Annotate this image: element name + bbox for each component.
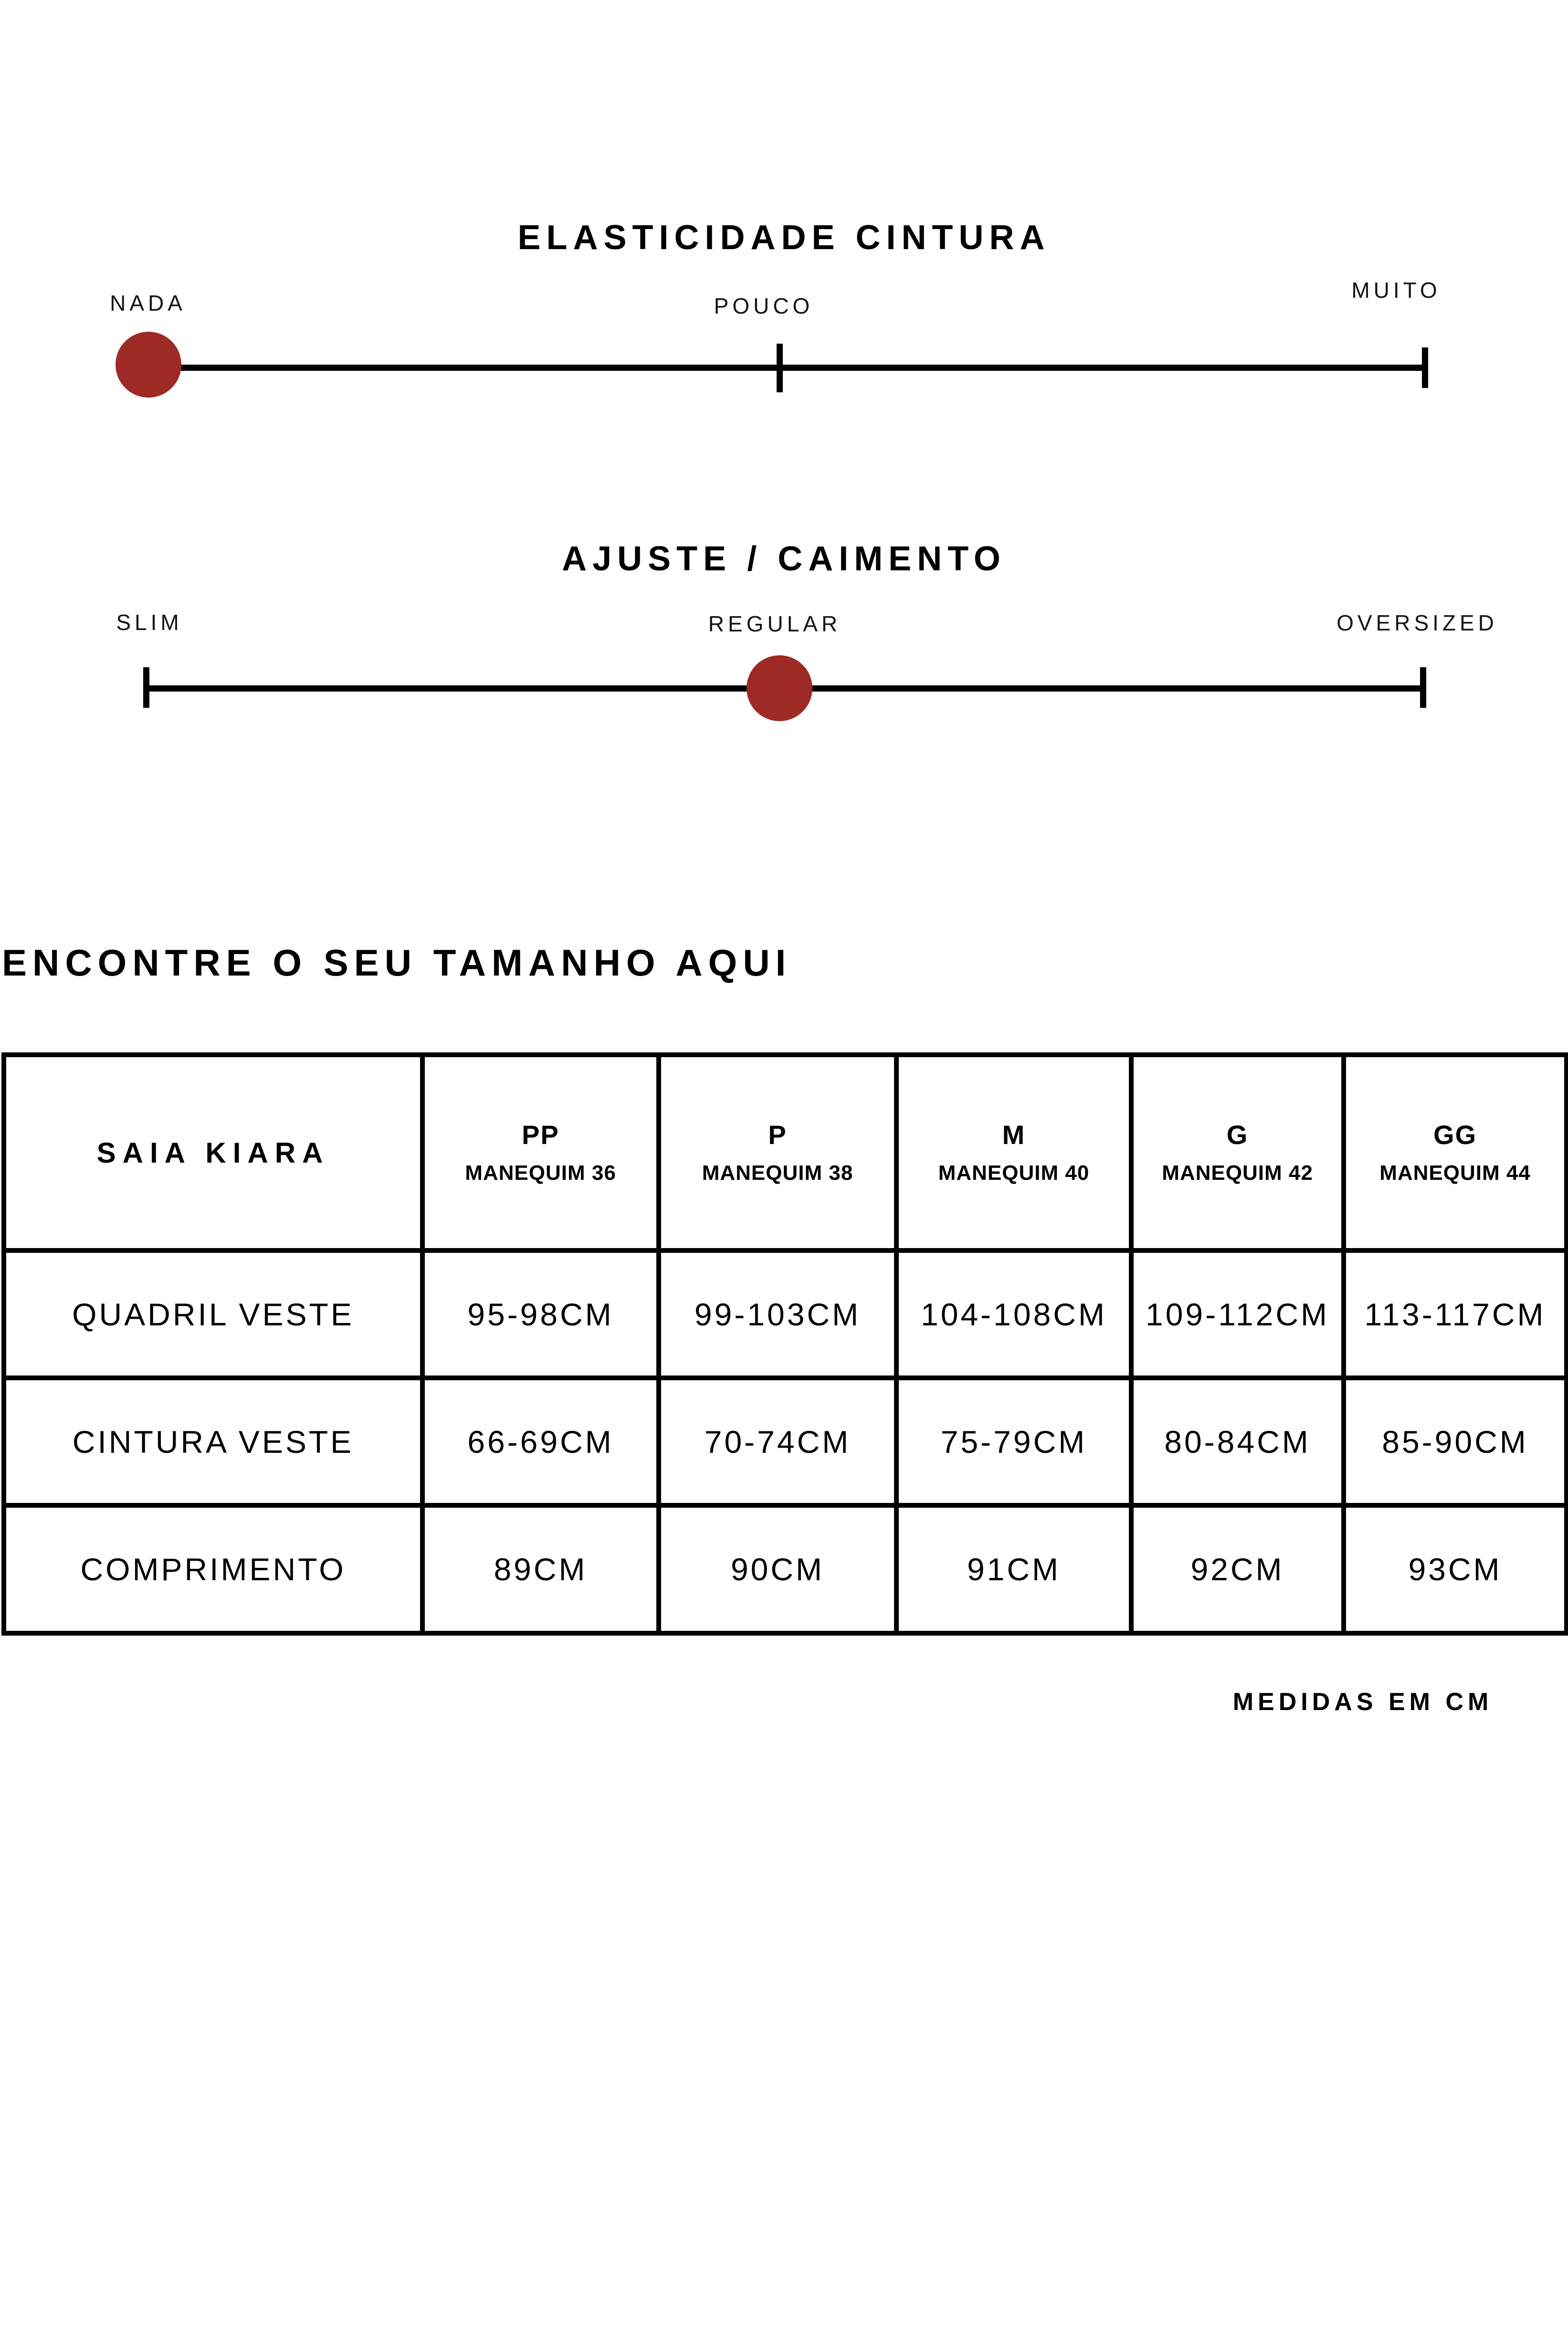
measure-value-cell: 91CM — [896, 1505, 1131, 1633]
fit-mid-label: REGULAR — [708, 611, 842, 636]
fit-dot — [747, 655, 812, 721]
fit-title: AJUSTE / CAIMENTO — [562, 540, 1006, 578]
size-letter: G — [1226, 1120, 1249, 1150]
measure-row-cintura — [4, 1378, 1567, 1505]
waist-elasticity-track — [148, 365, 1425, 371]
measure-value-cell: 93CM — [1344, 1505, 1567, 1633]
measure-value-cell: 70-74CM — [659, 1378, 896, 1505]
size-column-header — [659, 1055, 896, 1250]
measure-row-comprimento — [4, 1505, 1567, 1633]
size-letter: GG — [1433, 1120, 1477, 1150]
mannequin-label: MANEQUIM 40 — [938, 1161, 1090, 1185]
measure-value-cell: 92CM — [1131, 1505, 1344, 1633]
measure-value-cell: 80-84CM — [1131, 1378, 1344, 1505]
fit-max-label: OVERSIZED — [1336, 610, 1498, 635]
measure-value-cell: 89CM — [422, 1505, 659, 1633]
size-column-header — [1131, 1055, 1344, 1250]
size-column-header — [896, 1055, 1131, 1250]
mannequin-label: MANEQUIM 44 — [1379, 1161, 1531, 1185]
mannequin-label: MANEQUIM 42 — [1162, 1161, 1313, 1185]
size-column-header — [422, 1055, 659, 1250]
fit-start-tick — [143, 667, 149, 708]
row-label-cell: COMPRIMENTO — [4, 1505, 422, 1633]
row-label-cell: QUADRIL VESTE — [4, 1250, 422, 1378]
measure-value-cell: 75-79CM — [896, 1378, 1131, 1505]
size-section-heading: ENCONTRE O SEU TAMANHO AQUI — [2, 942, 792, 984]
waist-elasticity-mid-label: POUCO — [714, 294, 814, 318]
measure-value-cell: 104-108CM — [896, 1250, 1131, 1378]
mannequin-label: MANEQUIM 38 — [702, 1161, 853, 1185]
size-column-header — [1344, 1055, 1567, 1250]
size-letter: M — [1002, 1120, 1026, 1150]
measure-value-cell: 90CM — [659, 1505, 896, 1633]
waist-elasticity-min-label: NADA — [110, 291, 186, 315]
mannequin-label: MANEQUIM 36 — [465, 1161, 616, 1185]
product-name-cell: SAIA KIARA — [4, 1055, 422, 1250]
waist-elasticity-dot — [116, 332, 181, 398]
waist-elasticity-end-tick — [1422, 347, 1428, 388]
measure-value-cell: 109-112CM — [1131, 1250, 1344, 1378]
measure-value-cell: 66-69CM — [422, 1378, 659, 1505]
waist-elasticity-max-label: MUITO — [1351, 278, 1441, 303]
size-table — [1, 1052, 1568, 1636]
measure-value-cell: 85-90CM — [1344, 1378, 1567, 1505]
measure-value-cell: 99-103CM — [659, 1250, 896, 1378]
measure-value-cell: 113-117CM — [1344, 1250, 1567, 1378]
waist-elasticity-mid-tick — [777, 344, 783, 392]
row-label-cell: CINTURA VESTE — [4, 1378, 422, 1505]
size-letter: PP — [522, 1120, 559, 1150]
size-letter: P — [768, 1120, 787, 1150]
measure-value-cell: 95-98CM — [422, 1250, 659, 1378]
fit-end-tick — [1420, 667, 1426, 708]
measure-row-quadril — [4, 1250, 1567, 1378]
size-table-header-row — [4, 1055, 1567, 1250]
units-footnote: MEDIDAS EM CM — [1232, 1688, 1493, 1716]
waist-elasticity-title: ELASTICIDADE CINTURA — [517, 219, 1051, 257]
fit-min-label: SLIM — [116, 610, 183, 635]
